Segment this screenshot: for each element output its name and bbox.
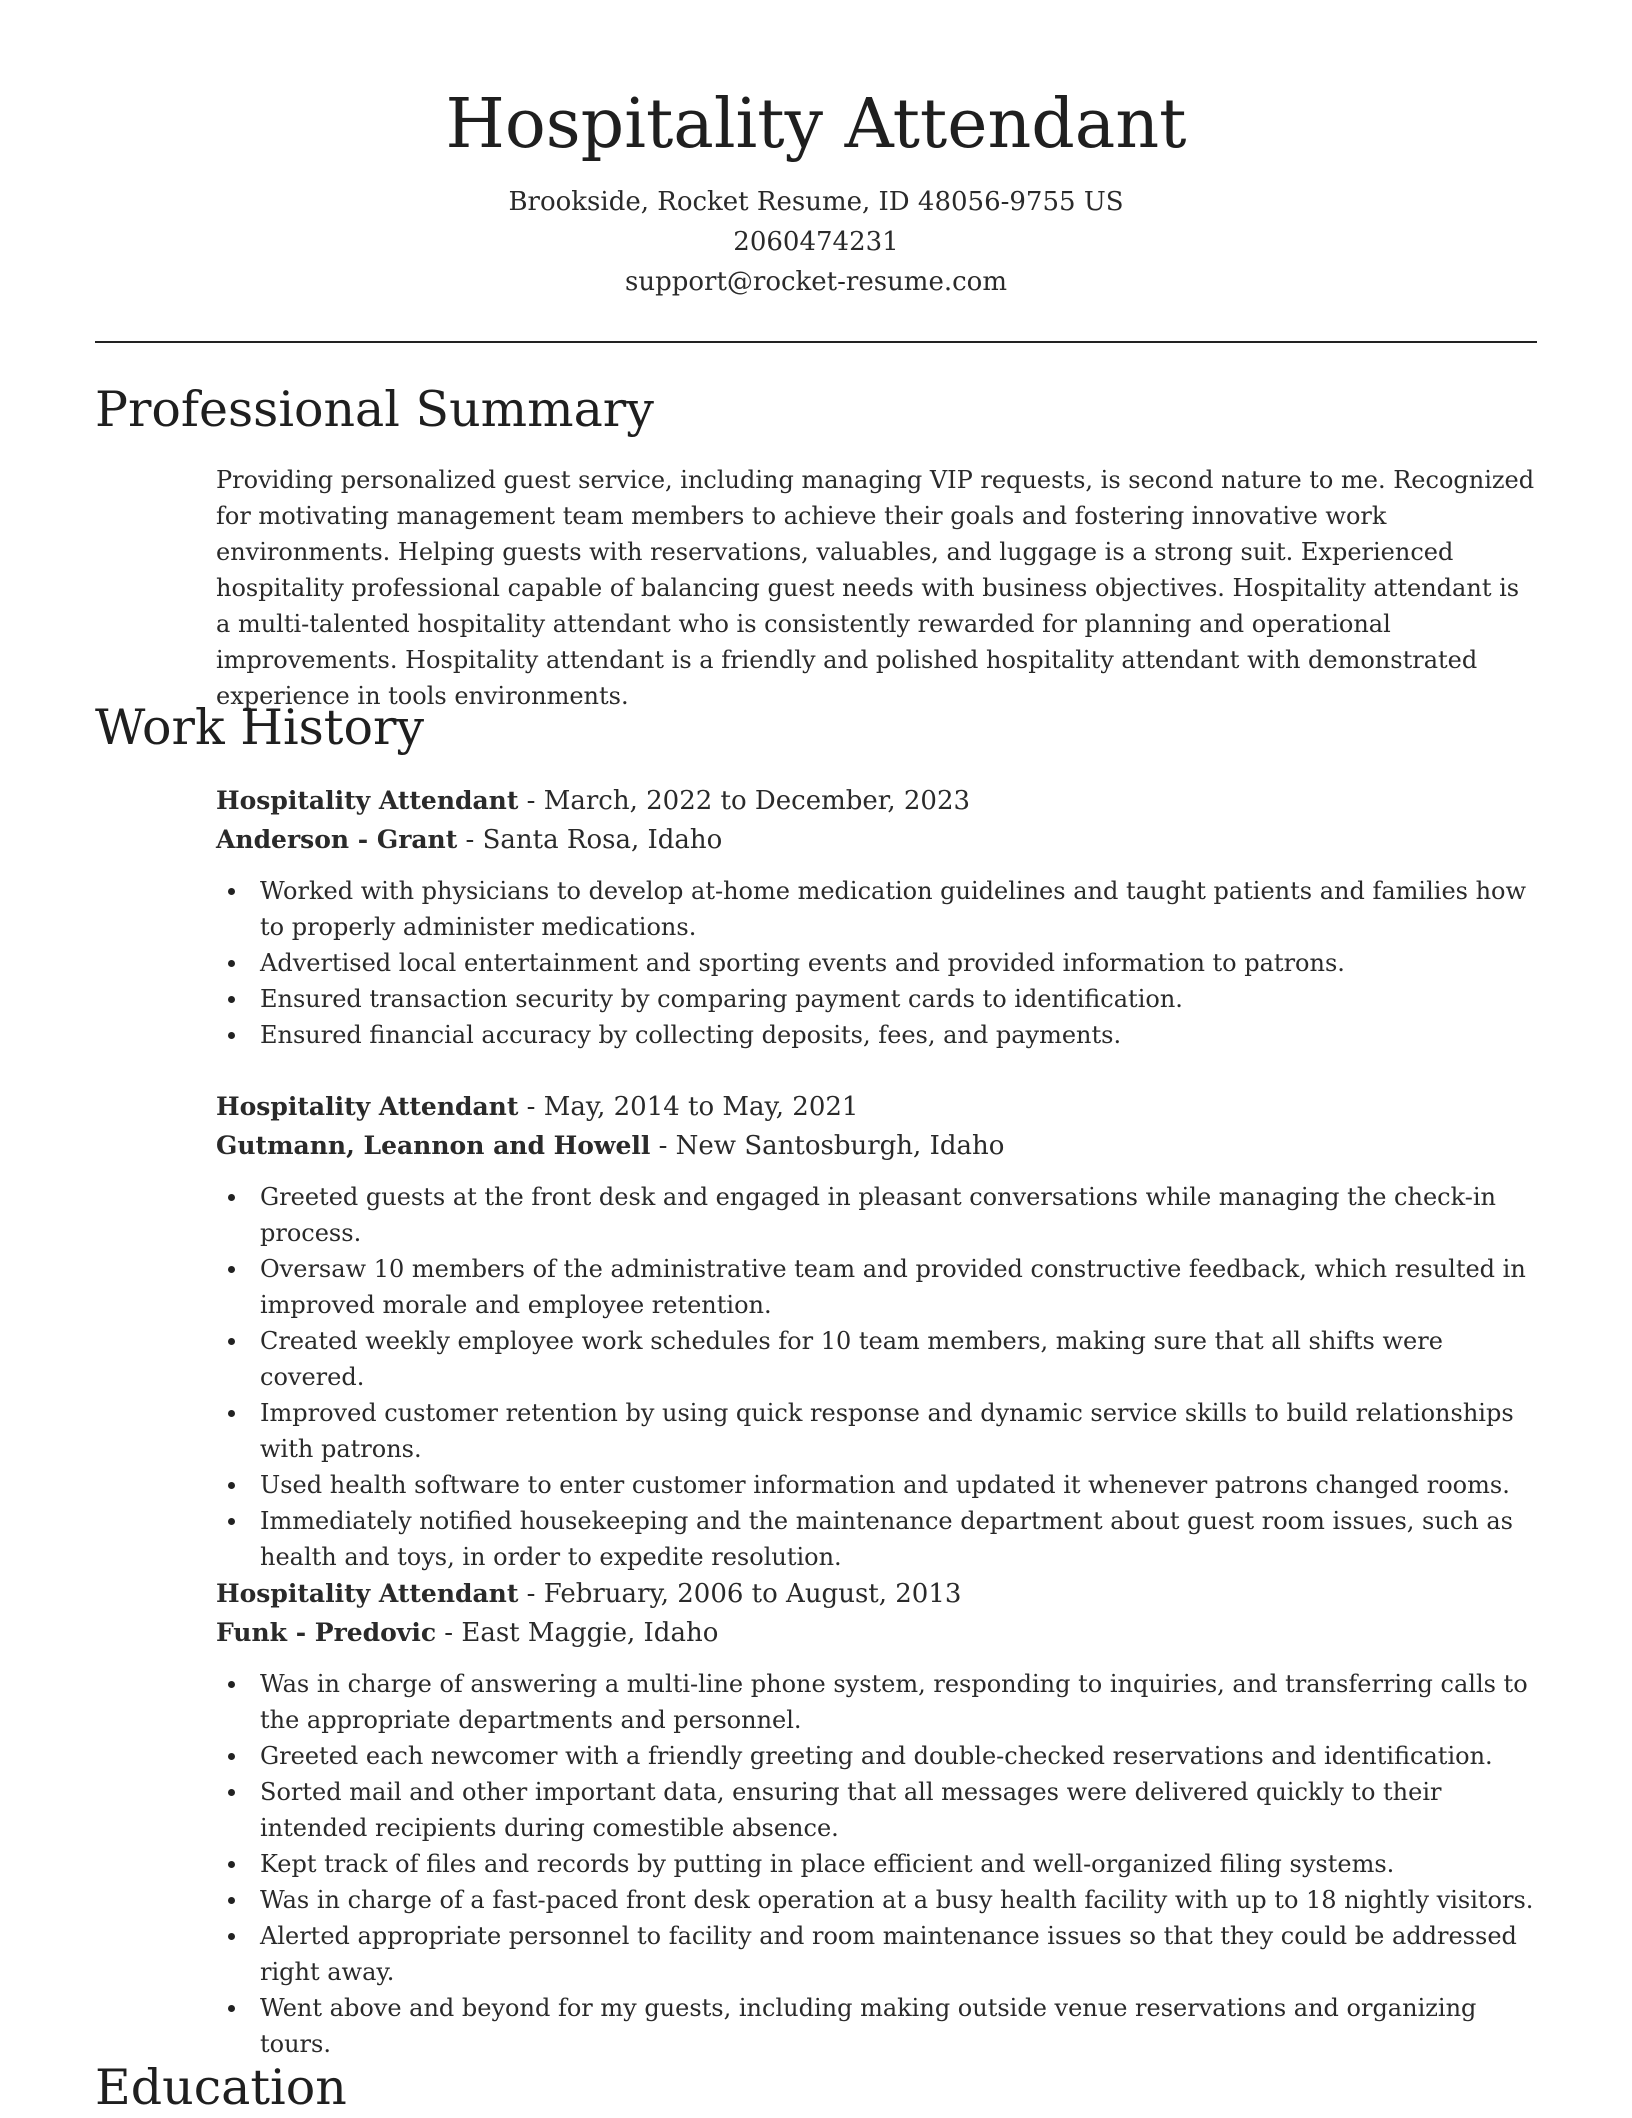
summary-heading: Professional Summary [95,381,654,438]
job-bullet: Ensured transaction security by comparing payment cards to identification. [216,981,1538,1017]
job-bullet: Sorted mail and other important data, ensuring that all messages were delivered quickly to their intended recipients during comestible absence. [216,1774,1538,1846]
job-company: Anderson - Grant [216,824,458,854]
job-location: - East Maggie, Idaho [436,1617,719,1648]
job-bullet: Kept track of files and records by putting in place efficient and well-organized filing systems. [216,1846,1538,1882]
job-bullet: Immediately notified housekeeping and the maintenance department about guest room issues, such as health and toys, in order to expedite resolution. [216,1503,1538,1575]
job-dates: - March, 2022 to December, 2023 [518,786,971,816]
job-bullet: Oversaw 10 members of the administrative team and provided constructive feedback, which resulted in improved morale and employee retention. [216,1251,1538,1323]
job-company: Funk - Predovic [216,1617,437,1647]
job-title-line [216,782,1538,821]
job-title-line [216,1575,1538,1614]
job-bullet: Was in charge of answering a multi-line phone system, responding to inquiries, and transferring calls to the appropriate departments and personnel. [216,1666,1538,1738]
job-bullets [216,1179,1538,1575]
contact-address: Brookside, Rocket Resume, ID 48056-9755 US [508,187,1124,217]
job-entry [216,1575,1538,2062]
job-role: Hospitality Attendant [216,1579,519,1608]
resume-header [95,80,1537,302]
job-dates: - February, 2006 to August, 2013 [518,1579,962,1609]
job-bullet: Greeted guests at the front desk and engaged in pleasant conversations while managing the check-in process. [216,1179,1538,1251]
job-bullet: Was in charge of a fast-paced front desk operation at a busy health facility with up to 18 nightly visitors. [216,1882,1538,1918]
job-employer-line [216,821,1538,860]
job-employer-line [216,1614,1538,1653]
job-bullets [216,1666,1538,2062]
job-entry [216,1088,1538,1575]
job-entry [216,782,1538,1053]
job-bullet: Ensured financial accuracy by collecting deposits, fees, and payments. [216,1017,1538,1053]
job-location: - Santa Rosa, Idaho [457,824,723,855]
job-company: Gutmann, Leannon and Howell [216,1130,651,1160]
job-bullet: Advertised local entertainment and sporting events and provided information to patrons. [216,945,1538,981]
job-bullet: Improved customer retention by using quick response and dynamic service skills to build relationships with patrons. [216,1395,1538,1467]
summary-text: Providing personalized guest service, including managing VIP requests, is second nature to me. Recognized for motivating management team members to achieve their goals and fostering innovative work environments. Helping guests with reservations, valuables, and luggage is a strong suit. Experienced hospitality professional capable of balancing guest needs with business objectives. Hospitality attendant is a multi-talented hospitality attendant who is consistently rewarded for planning and operational improvements. Hospitality attendant is a friendly and polished hospitality attendant with demonstrated experience in tools environments. [216,466,1535,710]
job-employer-line [216,1127,1538,1166]
job-bullets [216,873,1538,1053]
contact-info [95,182,1537,302]
job-bullet: Worked with physicians to develop at-home medication guidelines and taught patients and families how to properly administer medications. [216,873,1538,945]
work-history-heading: Work History [95,699,425,756]
job-location: - New Santosburgh, Idaho [650,1130,1005,1161]
job-bullet: Used health software to enter customer information and updated it whenever patrons changed rooms. [216,1467,1538,1503]
candidate-name: Hospitality Attendant [445,85,1187,164]
job-bullet: Created weekly employee work schedules for 10 team members, making sure that all shifts were covered. [216,1323,1538,1395]
job-bullet: Alerted appropriate personnel to facility and room maintenance issues so that they could be addressed right away. [216,1918,1538,1990]
header-divider [95,341,1537,343]
job-bullet: Greeted each newcomer with a friendly greeting and double-checked reservations and identification. [216,1738,1538,1774]
job-role: Hospitality Attendant [216,1092,519,1121]
contact-phone: 2060474231 [733,227,899,257]
job-dates: - May, 2014 to May, 2021 [518,1092,859,1122]
job-title-line [216,1088,1538,1127]
job-role: Hospitality Attendant [216,786,519,815]
education-heading: Education [95,2059,347,2116]
job-bullet: Went above and beyond for my guests, including making outside venue reservations and organizing tours. [216,1990,1538,2062]
contact-email: support@rocket-resume.com [624,267,1007,297]
